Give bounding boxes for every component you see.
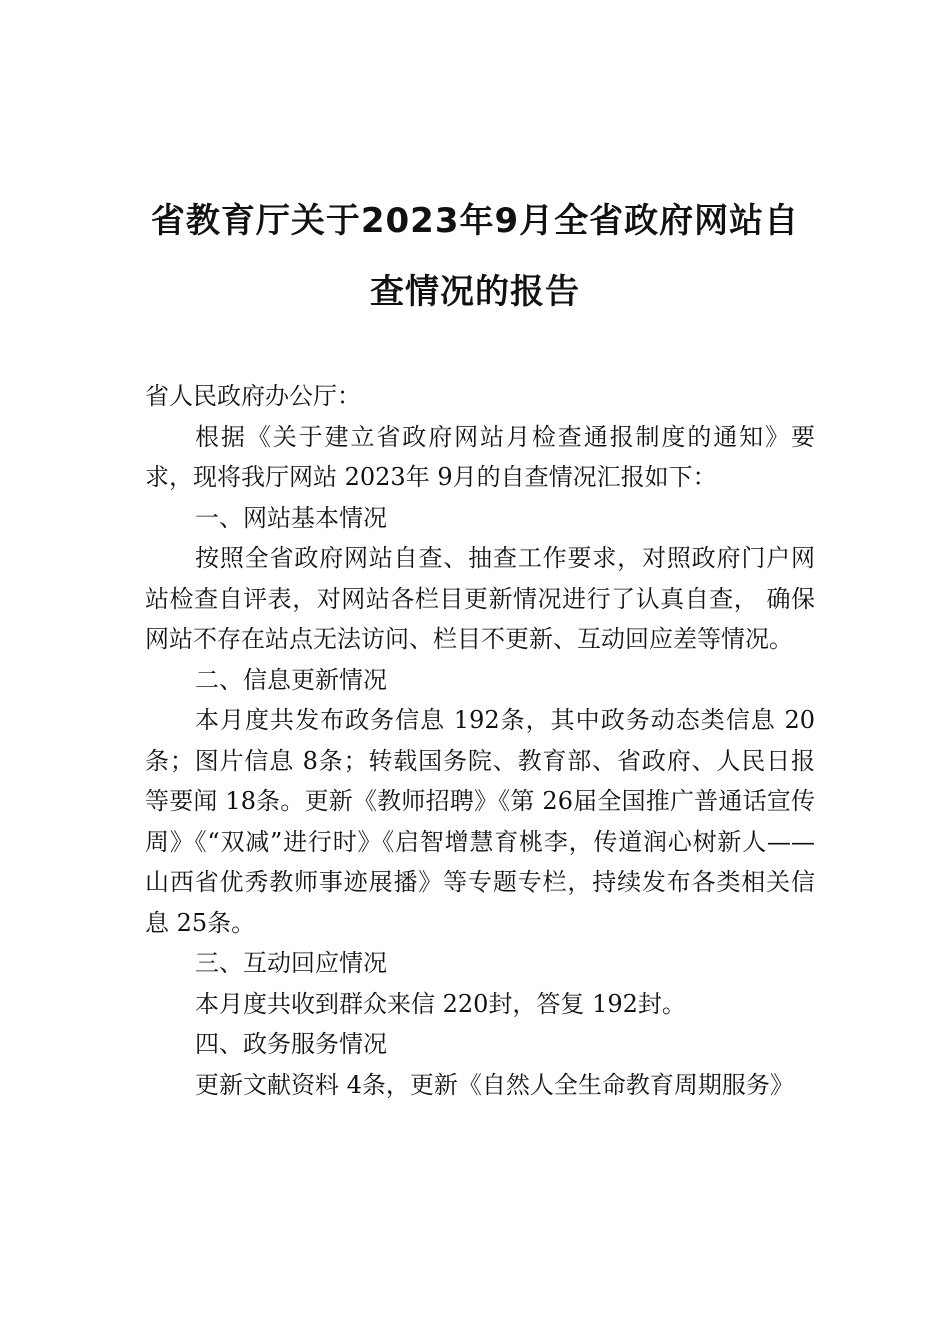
paragraph-section-4: 更新文献资料 4条，更新《自然人全生命教育周期服务》	[195, 1070, 794, 1099]
paragraph-intro: 根据《关于建立省政府网站月检查通报制度的通知》要求，现将我厅网站 2023年 9月的自查情况汇报如下：	[145, 422, 815, 491]
paragraph-section-2: 本月度共发布政务信息 192条，其中政务动态类信息 20条；图片信息 8条；转载国务院、教育部、省政府、人民日报等要闻 18条。更新《教师招聘》《第 26届全国推广普通话宣传周》《“双减”进行时》《启智增慧育桃李，传道润心树新人——山西省优秀教师事迹展播》等专题专栏，持续发布各类相关信息 25条。	[145, 706, 815, 937]
salutation: 省人民政府办公厅：	[145, 382, 361, 410]
document-body	[145, 376, 815, 1105]
section-heading-4: 四、政务服务情况	[195, 1030, 387, 1058]
section-heading-3: 三、互动回应情况	[195, 949, 387, 977]
paragraph-section-1: 按照全省政府网站自查、抽查工作要求，对照政府门户网站检查自评表，对网站各栏目更新情况进行了认真自查， 确保网站不存在站点无法访问、栏目不更新、互动回应差等情况。	[145, 544, 815, 653]
section-heading-2: 二、信息更新情况	[195, 665, 387, 694]
section-heading-1: 一、网站基本情况	[195, 503, 387, 532]
paragraph-section-3: 本月度共收到群众来信 220封，答复 192封。	[195, 989, 686, 1018]
document-title-line-2: 查情况的报告	[370, 272, 580, 312]
document-title-line-1: 省教育厅关于2023年9月全省政府网站自	[150, 201, 800, 241]
